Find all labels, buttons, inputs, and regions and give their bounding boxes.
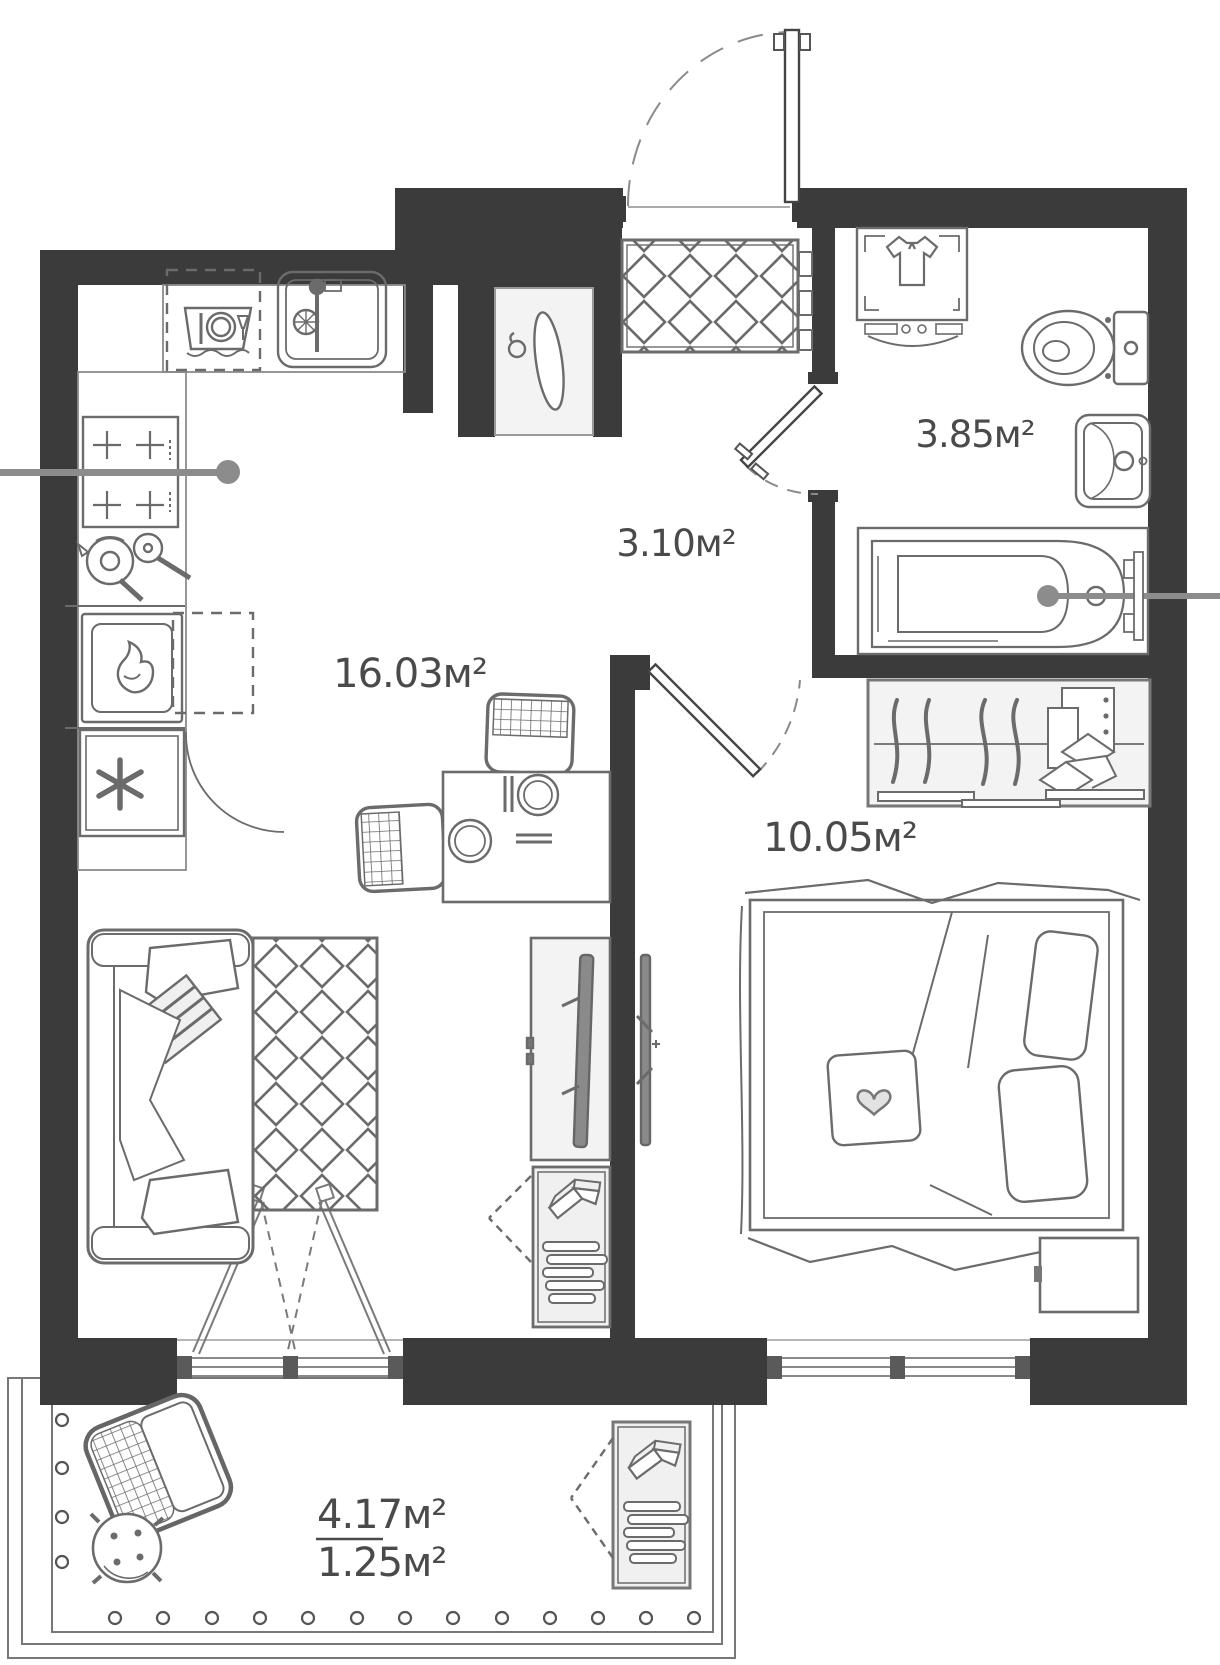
bedroom-area-label: 10.05м²	[763, 815, 917, 861]
rug-icon	[253, 938, 377, 1210]
oven-icon	[82, 614, 182, 722]
wall-bottom-right	[1030, 1338, 1187, 1405]
sofa-icon	[88, 930, 253, 1263]
balcony-reduced-area: 1.25м²	[317, 1540, 447, 1586]
balcony-area-label	[316, 1492, 446, 1586]
chair-icon	[486, 694, 575, 775]
service-line-icon	[1046, 593, 1220, 599]
wall-step-lower	[403, 285, 433, 413]
wall-bottom-left	[40, 1338, 177, 1405]
nightstand-icon	[1034, 1238, 1138, 1312]
wall-partition	[610, 690, 635, 1338]
cookware-icon	[78, 534, 190, 600]
wall-top-kitchen	[40, 250, 432, 285]
washbasin-icon	[1076, 415, 1150, 507]
interior-door-icon	[735, 386, 821, 494]
wall-door-nub	[808, 372, 838, 384]
wall-bathroom-left-upper	[812, 226, 835, 382]
washing-machine-icon	[857, 228, 967, 346]
hallway-area-label: 3.10м²	[616, 522, 736, 565]
entry-niche	[495, 288, 593, 435]
balcony-table-icon	[91, 1514, 163, 1583]
bookshelf-icon	[489, 1167, 610, 1327]
wall-top-right-of-door	[797, 188, 1187, 228]
kitchen-living-area-label: 16.03м²	[333, 651, 487, 697]
balcony-total-area: 4.17м²	[317, 1492, 447, 1538]
bedroom	[637, 680, 1150, 1312]
toilet-icon	[1022, 311, 1148, 385]
service-line-icon	[0, 460, 240, 484]
fridge-icon	[80, 730, 284, 836]
tv-icon	[527, 938, 610, 1160]
heart-pillow-icon	[827, 1050, 921, 1146]
wall-bathroom-left-lower	[812, 490, 835, 678]
wall-bottom-middle	[403, 1338, 767, 1405]
chair-icon	[356, 804, 446, 892]
wall-bedroom-jamb	[610, 655, 650, 690]
wall-niche-right	[593, 228, 622, 437]
kitchen-sink-icon	[278, 272, 386, 367]
wall-top-left-of-door	[432, 188, 623, 228]
tv-icon	[637, 955, 660, 1145]
window-icon	[767, 1340, 1030, 1379]
bookshelf-icon	[571, 1422, 690, 1588]
hall-closet-icon	[622, 240, 812, 352]
entry-door-icon	[628, 30, 810, 207]
dining-table-icon	[356, 694, 610, 902]
doors	[628, 30, 822, 776]
bed-icon	[740, 880, 1140, 1270]
window-icon	[177, 1340, 403, 1379]
wall-left	[40, 250, 78, 1405]
entry-jamb	[614, 196, 626, 222]
dishwasher-icon	[173, 613, 253, 713]
bathroom-area-label: 3.85м²	[915, 413, 1035, 456]
wall-bathroom-bottom	[812, 655, 1148, 678]
wardrobe-icon	[868, 680, 1150, 807]
wall-niche-left	[458, 285, 495, 437]
interior-door-icon	[648, 664, 800, 776]
wall-right	[1148, 188, 1187, 1405]
